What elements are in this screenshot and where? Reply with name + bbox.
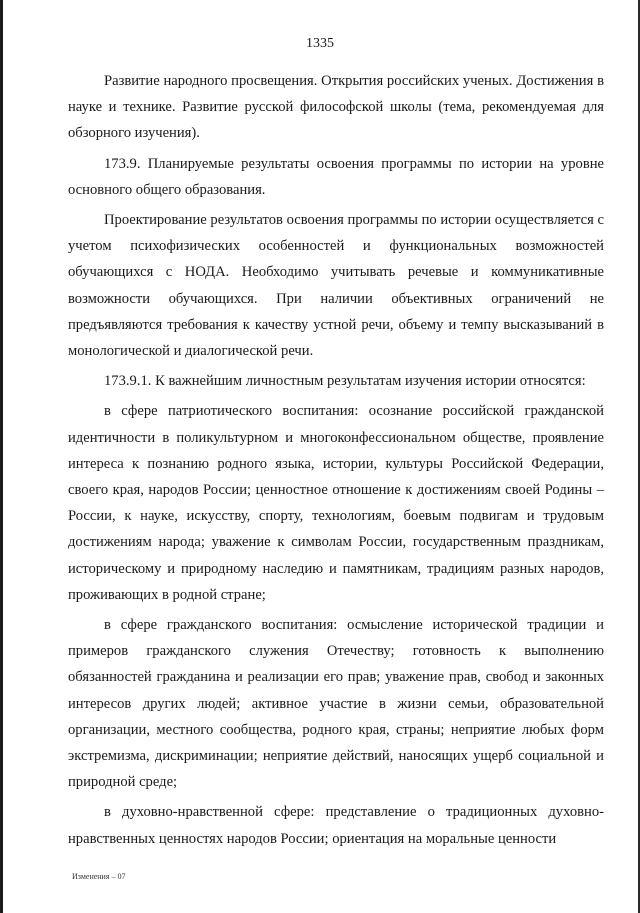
document-body	[68, 68, 604, 852]
page-number: 1335	[306, 36, 334, 51]
paragraph: 173.9.1. К важнейшим личностным результатам изучения истории относятся:	[104, 373, 586, 390]
paragraph: в сфере патриотического воспитания: осознание российской гражданской идентичности в поликультурном и многоконфессиональном обществе, проявление интереса к познанию родного языка, истории, культуры Российской Федерации, своего края, народов России; ценностное отношение к достижениям своей Родины – России, к науке, искусству, спорту, технологиям, боевым подвигам и трудовым достижениям народа; уважение к символам России, государственным праздникам, историческому и природному наследию и памятникам, традициям разных народов, проживающих в родной стране;	[68, 403, 604, 603]
scan-border-left	[0, 0, 3, 913]
paragraph: 173.9. Планируемые результаты освоения программы по истории на уровне основного общего образования.	[68, 155, 604, 198]
paragraph: в духовно-нравственной сфере: представление о традиционных духовно-нравственных ценностях народов России; ориентация на моральные ценности	[68, 804, 604, 847]
paragraph: Проектирование результатов освоения программы по истории осуществляется с учетом психофизических особенностей и функциональных возможностей обучающихся с НОДА. Необходимо учитывать речевые и коммуникативные возможности обучающихся. При наличии объективных ограничений не предъявляются требования к качеству устной речи, объему и темпу высказываний в монологической и диалогической речи.	[68, 212, 604, 360]
paragraph: Развитие народного просвещения. Открытия российских ученых. Достижения в науке и технике. Развитие русской философской школы (тема, рекомендуемая для обзорного изучения).	[68, 73, 604, 142]
footer-revision: Изменения – 07	[72, 872, 126, 881]
paragraph: в сфере гражданского воспитания: осмысление исторической традиции и примеров гражданского служения Отечеству; готовность к выполнению обязанностей гражданина и реализации его прав; уважение прав, свобод и законных интересов других людей; активное участие в жизни семьи, образовательной организации, местного сообщества, родного края, страны; неприятие любых форм экстремизма, дискриминации; неприятие действий, наносящих ущерб социальной и природной среде;	[68, 617, 604, 791]
